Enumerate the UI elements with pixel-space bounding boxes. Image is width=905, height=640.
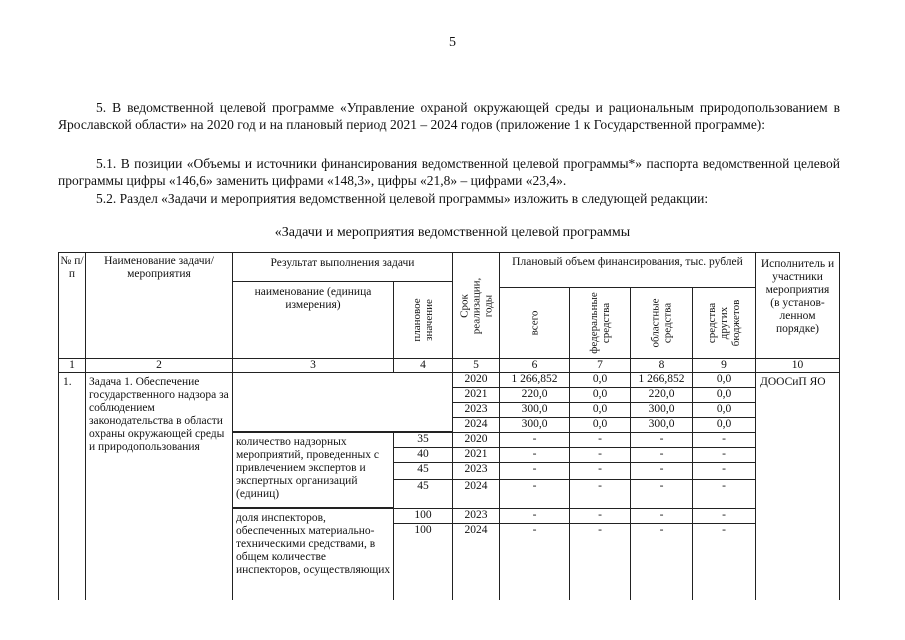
other-cell: - [692, 447, 756, 463]
other-cell: - [692, 462, 756, 480]
total-cell: 1 266,852 [499, 372, 570, 388]
col-number: 3 [232, 358, 394, 373]
regional-cell: - [630, 523, 693, 600]
other-cell: 0,0 [692, 387, 756, 403]
paragraph-5-1-text: 5.1. В позиции «Объемы и источники финансирования ведомственной целевой программы*» паспорта ведомственной целевой программы цифры «146,6» заменить цифрами «148,3», цифры «21,8» – цифрами «23,4». [58, 156, 840, 188]
planned-value-cell: 100 [393, 508, 453, 524]
regional-cell: 300,0 [630, 402, 693, 418]
federal-cell: - [569, 523, 631, 600]
total-cell: - [499, 508, 570, 524]
planned-value-cell: 100 [393, 523, 453, 600]
col-number: 1 [58, 358, 86, 373]
col-number: 2 [85, 358, 233, 373]
paragraph-5-text: 5. В ведомственной целевой программе «Управление охраной окружающей среды и рациональным природопользованием в Ярославской области» на 2020 год и на плановый период 2021 – 2024 годов (приложение 1 к Государственной программе): [58, 100, 840, 132]
col-number: 5 [452, 358, 500, 373]
col-number: 9 [692, 358, 756, 373]
indicator-name: доля инспекторов, обеспеченных материально-техническими средствами, в общем количестве инспекторов, осуществляющих [232, 508, 394, 600]
paragraph-5-2 [58, 190, 840, 207]
regional-cell: - [630, 447, 693, 463]
header-name: Наименование задачи/мероприятия [85, 252, 233, 359]
total-cell: 300,0 [499, 402, 570, 418]
year-cell: 2024 [452, 523, 500, 600]
year-cell: 2023 [452, 402, 500, 418]
federal-cell: 0,0 [569, 402, 631, 418]
regional-cell: - [630, 432, 693, 448]
header-term: Срок реализации, годы [452, 252, 500, 359]
planned-value-cell: 40 [393, 447, 453, 463]
planned-value-cell: 45 [393, 462, 453, 480]
other-cell: - [692, 523, 756, 600]
regional-cell: 220,0 [630, 387, 693, 403]
regional-cell: 1 266,852 [630, 372, 693, 388]
paragraph-5-1 [58, 155, 840, 189]
other-cell: 0,0 [692, 417, 756, 433]
year-cell: 2021 [452, 387, 500, 403]
col-number: 6 [499, 358, 570, 373]
paragraph-5-2-text: 5.2. Раздел «Задачи и мероприятия ведомственной целевой программы» изложить в следующей редакции: [96, 191, 709, 206]
federal-cell: - [569, 479, 631, 509]
paragraph-5 [58, 99, 840, 133]
federal-cell: 0,0 [569, 387, 631, 403]
col-number: 8 [630, 358, 693, 373]
indicator-name: количество надзорных мероприятий, проведенных с привлечением экспертов и экспертных организаций (единиц) [232, 432, 394, 508]
other-cell: - [692, 508, 756, 524]
federal-cell: 0,0 [569, 417, 631, 433]
regional-cell: - [630, 508, 693, 524]
header-federal: федеральные средства [569, 287, 631, 359]
header-num: № п/п [58, 252, 86, 359]
header-planned-value: плановое значение [393, 281, 453, 359]
other-cell: - [692, 432, 756, 448]
total-cell: - [499, 479, 570, 509]
task-result-empty [232, 372, 453, 432]
regional-cell: 300,0 [630, 417, 693, 433]
other-cell: 0,0 [692, 402, 756, 418]
total-cell: - [499, 523, 570, 600]
year-cell: 2020 [452, 372, 500, 388]
year-cell: 2020 [452, 432, 500, 448]
federal-cell: 0,0 [569, 372, 631, 388]
regional-cell: - [630, 479, 693, 509]
row-num: 1. [58, 372, 86, 600]
federal-cell: - [569, 462, 631, 480]
page-number: 5 [449, 35, 456, 50]
header-total: всего [499, 287, 570, 359]
table-title: «Задачи и мероприятия ведомственной целевой программы [274, 225, 631, 240]
executor: ДООСиП ЯО [755, 372, 840, 600]
planned-value-cell: 45 [393, 479, 453, 509]
header-regional: областные средства [630, 287, 693, 359]
total-cell: - [499, 447, 570, 463]
task-name: Задача 1. Обеспечение государственного надзора за соблюдением законодательства в области охраны окружающей среды и природопользования [85, 372, 233, 600]
total-cell: - [499, 462, 570, 480]
federal-cell: - [569, 432, 631, 448]
planned-value-cell: 35 [393, 432, 453, 448]
col-number: 4 [393, 358, 453, 373]
federal-cell: - [569, 508, 631, 524]
year-cell: 2021 [452, 447, 500, 463]
total-cell: 300,0 [499, 417, 570, 433]
col-number: 10 [755, 358, 840, 373]
regional-cell: - [630, 462, 693, 480]
year-cell: 2023 [452, 462, 500, 480]
header-result: Результат выполнения задачи [232, 252, 453, 282]
header-executor: Исполнитель и участники мероприятия (в установ-ленном порядке) [755, 252, 840, 359]
year-cell: 2024 [452, 479, 500, 509]
federal-cell: - [569, 447, 631, 463]
total-cell: - [499, 432, 570, 448]
header-other: средства других бюджетов [692, 287, 756, 359]
year-cell: 2024 [452, 417, 500, 433]
other-cell: 0,0 [692, 372, 756, 388]
other-cell: - [692, 479, 756, 509]
header-result-name: наименование (единица измерения) [232, 281, 394, 359]
year-cell: 2023 [452, 508, 500, 524]
header-funding: Плановый объем финансирования, тыс. рублей [499, 252, 756, 288]
total-cell: 220,0 [499, 387, 570, 403]
tasks-table [58, 252, 840, 600]
col-number: 7 [569, 358, 631, 373]
